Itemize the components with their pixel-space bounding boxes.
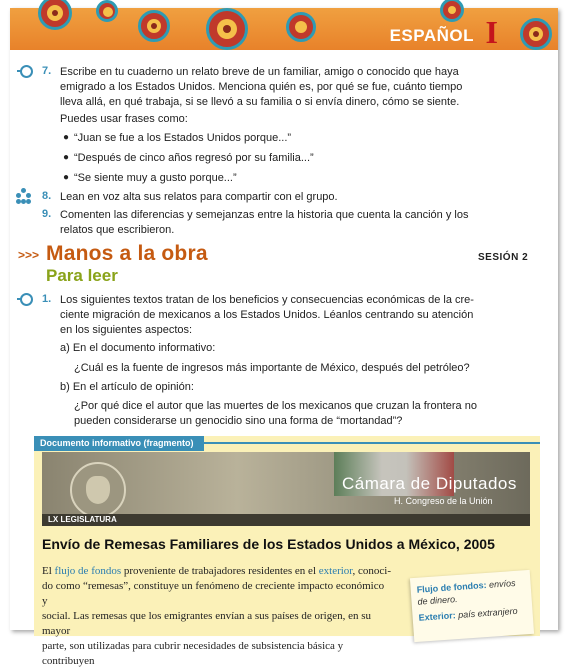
text-line: emigrado a los Estados Unidos. Menciona quién es, por qué se fue, cuánto tiempo bbox=[60, 81, 463, 93]
activity-number: 9. bbox=[42, 208, 52, 220]
section-title: Manos a la obra bbox=[46, 242, 208, 265]
grade-numeral: I bbox=[485, 14, 498, 50]
text-line: Escribe en tu cuaderno un relato breve de un familiar, amigo o conocido que haya bbox=[60, 66, 459, 78]
session-label: SESIÓN 2 bbox=[478, 252, 529, 263]
glossary-term: Flujo de fondos: bbox=[416, 579, 487, 595]
phrases-intro: Puedes usar frases como: bbox=[60, 113, 188, 125]
activity-text bbox=[60, 208, 530, 238]
banner-subtitle: H. Congreso de la Unión bbox=[394, 496, 493, 506]
bullet-icon: ● bbox=[63, 172, 70, 183]
section-subtitle: Para leer bbox=[46, 266, 118, 285]
glossary-definition: envíos de dinero. bbox=[417, 577, 516, 607]
tab-divider bbox=[204, 442, 540, 444]
text-line: parte, son utilizadas para cubrir necesidades de subsistencia básica y contribuyen bbox=[42, 640, 344, 667]
question-b-label: b) En el artículo de opinión: bbox=[60, 381, 194, 393]
glossary-term-link[interactable]: flujo de fondos bbox=[54, 565, 122, 577]
text-line: do como “remesas”, constituye un fenómeno de creciente impacto económico y bbox=[42, 580, 385, 607]
text-line: pueden considerarse un genocidio sino una forma de “mortandad”? bbox=[74, 415, 403, 427]
chamber-banner bbox=[42, 452, 530, 526]
glossary-definition: país extranjero bbox=[457, 605, 518, 620]
question-a-label: a) En el documento informativo: bbox=[60, 342, 216, 354]
text-line: ¿Por qué dice el autor que las muertes de los mexicanos que cruzan la frontera no bbox=[74, 400, 477, 412]
individual-activity-icon bbox=[20, 65, 33, 78]
question-a-text: ¿Cuál es la fuente de ingresos más importante de México, después del petróleo? bbox=[74, 362, 470, 374]
text-line: social. Las remesas que los emigrantes envían a sus países de origen, en su mayor bbox=[42, 610, 371, 637]
header-band bbox=[10, 8, 558, 50]
glossary-note bbox=[410, 570, 534, 642]
target-circle-icon bbox=[286, 12, 316, 42]
informative-document-box bbox=[34, 436, 540, 667]
text-line: Comenten las diferencias y semejanzas entre la historia que cuenta la canción y los bbox=[60, 209, 469, 221]
text-line: en los siguientes aspectos: bbox=[60, 324, 193, 336]
mexican-seal-icon bbox=[70, 462, 126, 518]
question-b-text bbox=[74, 399, 534, 429]
activity-text: Lean en voz alta sus relatos para compartir con el grupo. bbox=[60, 191, 338, 203]
text-line: ciente migración de mexicanos a los Estados Unidos. Léanlos centrando su atención bbox=[60, 309, 474, 321]
subject-title: ESPAÑOL bbox=[389, 26, 474, 45]
text-line: lleva allá, en qué trabaja, si se llevó a su familia o si envía dinero, cómo se siente. bbox=[60, 96, 460, 108]
text-line: Los siguientes textos tratan de los beneficios y consecuencias económicas de la cre- bbox=[60, 294, 474, 306]
activity-text bbox=[60, 293, 540, 338]
text-line: relatos que escribieron. bbox=[60, 224, 175, 236]
section-arrows: >>> bbox=[18, 248, 40, 262]
bullet-icon: ● bbox=[63, 152, 70, 163]
target-circle-icon bbox=[138, 10, 170, 42]
text-line: El flujo de fondos proveniente de trabajadores residentes en el exterior, conoci- bbox=[42, 565, 391, 577]
target-circle-icon bbox=[96, 0, 118, 22]
target-circle-icon bbox=[206, 8, 248, 50]
phrase-item: “Después de cinco años regresó por su familia...” bbox=[74, 152, 314, 164]
target-circle-icon bbox=[440, 0, 464, 22]
document-headline: Envío de Remesas Familiares de los Estados Unidos a México, 2005 bbox=[42, 536, 495, 552]
banner-title: Cámara de Diputados bbox=[342, 474, 517, 493]
phrase-item: “Juan se fue a los Estados Unidos porque...” bbox=[74, 132, 292, 144]
glossary-term-link[interactable]: exterior bbox=[318, 565, 353, 577]
group-activity-icon bbox=[16, 188, 32, 204]
document-tab: Documento informativo (fragmento) bbox=[34, 436, 204, 451]
target-circle-icon bbox=[38, 0, 72, 30]
activity-text bbox=[60, 65, 530, 110]
activity-number: 1. bbox=[42, 293, 52, 305]
individual-activity-icon bbox=[20, 293, 33, 306]
document-body bbox=[42, 564, 392, 669]
glossary-term: Exterior: bbox=[418, 610, 456, 623]
bullet-icon: ● bbox=[63, 132, 70, 143]
activity-number: 8. bbox=[42, 190, 52, 202]
target-circle-icon bbox=[520, 18, 552, 50]
legislature-label: LX LEGISLATURA bbox=[48, 515, 117, 524]
textbook-page bbox=[10, 8, 558, 667]
phrase-item: “Se siente muy a gusto porque...” bbox=[74, 172, 237, 184]
activity-number: 7. bbox=[42, 65, 52, 77]
